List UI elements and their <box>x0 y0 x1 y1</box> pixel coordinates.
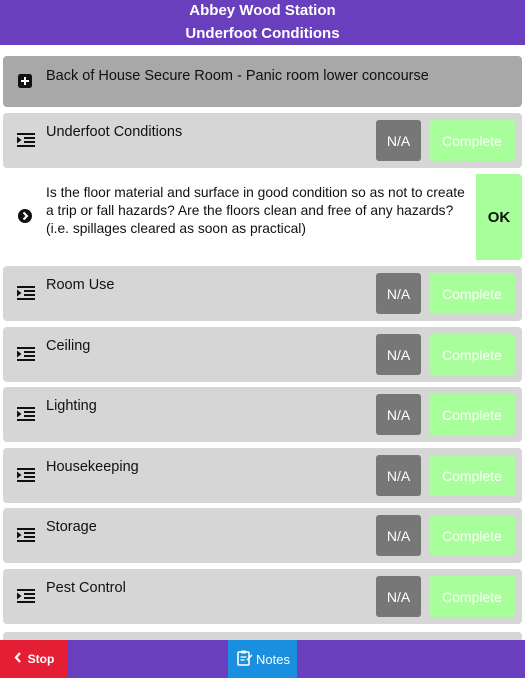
checklist-item-ceiling[interactable] <box>3 327 522 382</box>
item-label: Housekeeping <box>46 459 139 475</box>
checklist-item-housekeeping[interactable] <box>3 448 522 503</box>
na-button[interactable]: N/A <box>376 394 421 435</box>
complete-button[interactable]: Complete <box>429 120 515 161</box>
na-button[interactable]: N/A <box>376 455 421 496</box>
page-subtitle: Underfoot Conditions <box>185 25 340 42</box>
checklist-item-room-use[interactable] <box>3 266 522 321</box>
complete-button[interactable]: Complete <box>429 576 515 617</box>
complete-button[interactable]: Complete <box>429 455 515 496</box>
indent-list-icon <box>17 588 35 606</box>
checklist-item-lighting[interactable] <box>3 387 522 442</box>
chevron-right-circle-icon <box>17 208 35 226</box>
section-header[interactable] <box>3 56 522 107</box>
stop-label: Stop <box>27 652 55 666</box>
indent-list-icon <box>17 467 35 485</box>
complete-button[interactable]: Complete <box>429 334 515 375</box>
ok-button[interactable]: OK <box>476 174 522 260</box>
question-text: Is the floor material and surface in good condition so as not to create a trip or fall hazards? Are the floors clean and free of any hazards? (i.e. spillages cleared as soon as practical) <box>46 185 465 236</box>
footer-bar <box>0 640 525 678</box>
complete-button[interactable]: Complete <box>429 394 515 435</box>
indent-list-icon <box>17 346 35 364</box>
checklist-item-pest-control[interactable] <box>3 569 522 624</box>
indent-list-icon <box>17 132 35 150</box>
complete-button[interactable]: Complete <box>429 273 515 314</box>
chevron-left-icon <box>14 652 22 666</box>
na-button[interactable]: N/A <box>376 576 421 617</box>
item-label: Pest Control <box>46 580 126 596</box>
na-button[interactable]: N/A <box>376 120 421 161</box>
header <box>0 0 525 45</box>
notes-label: Notes <box>256 651 290 667</box>
complete-button[interactable]: Complete <box>429 515 515 556</box>
item-label: Lighting <box>46 398 97 414</box>
station-title: Abbey Wood Station <box>189 2 336 19</box>
question-row <box>3 174 522 260</box>
notes-clipboard-icon <box>235 649 253 670</box>
indent-list-icon <box>17 406 35 424</box>
indent-list-icon <box>17 527 35 545</box>
checklist <box>0 45 525 640</box>
na-button[interactable]: N/A <box>376 515 421 556</box>
plus-square-icon <box>17 73 35 91</box>
section-label: Back of House Secure Room - Panic room lower concourse <box>46 68 429 84</box>
checklist-item-storage[interactable] <box>3 508 522 563</box>
item-label: Storage <box>46 519 97 535</box>
indent-list-icon <box>17 285 35 303</box>
notes-button[interactable] <box>228 640 297 678</box>
item-label: Ceiling <box>46 338 91 354</box>
checklist-item-partial <box>3 632 522 640</box>
stop-button[interactable] <box>0 640 68 678</box>
na-button[interactable]: N/A <box>376 334 421 375</box>
item-label: Underfoot Conditions <box>46 124 183 140</box>
na-button[interactable]: N/A <box>376 273 421 314</box>
checklist-item-underfoot-conditions[interactable] <box>3 113 522 168</box>
item-label: Room Use <box>46 277 115 293</box>
